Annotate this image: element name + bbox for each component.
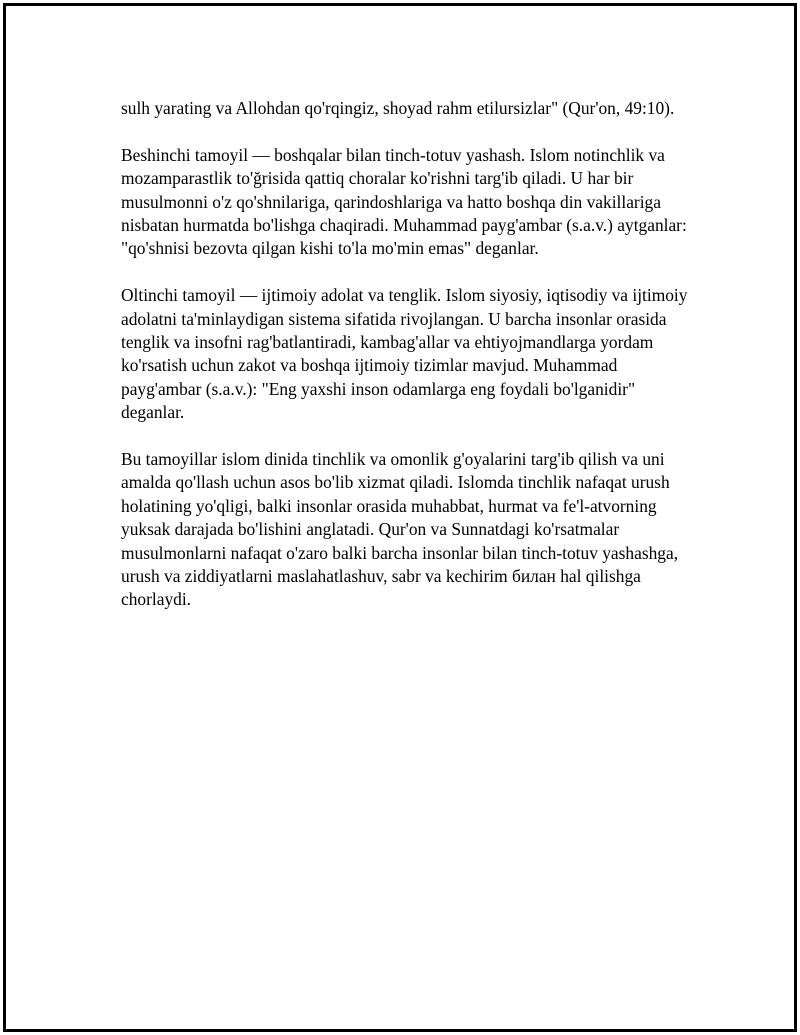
page-content xyxy=(121,97,696,635)
paragraph-1: sulh yarating va Allohdan qo'rqingiz, shoyad rahm etilursizlar" (Qur'on, 49:10). xyxy=(121,98,675,118)
paragraph-4: Bu tamoyillar islom dinida tinchlik va omonlik g'oyalarini targ'ib qilish va uni amalda qo'llash uchun asos bo'lib xizmat qiladi. Islomda tinchlik nafaqat urush holatining yo'qligi, balki insonlar orasida muhabbat, hurmat va fe'l-atvorning yuksak darajada bo'lishini anglatadi. Qur'on va Sunnatdagi ko'rsatmalar musulmonlarni nafaqat o'zaro balki barcha insonlar bilan tinch-totuv yashashga, urush va ziddiyatlarni maslahatlashuv, sabr va kechirim билан hal qilishga chorlaydi. xyxy=(121,449,679,610)
paragraph-2: Beshinchi tamoyil — boshqalar bilan tinch-totuv yashash. Islom notinchlik va mozamparastlik to'ğrisida qattiq choralar ko'rishni targ'ib qiladi. U har bir musulmonni o'z qo'shnilariga, qarindoshlariga va hatto boshqa din vakillariga nisbatan hurmatda bo'lishga chaqiradi. Muhammad payg'ambar (s.a.v.) aytganlar: "qo'shnisi bezovta qilgan kishi to'la mo'min emas" deganlar. xyxy=(121,144,687,259)
page-frame xyxy=(3,3,797,1032)
paragraph-3: Oltinchi tamoyil — ijtimoiy adolat va tenglik. Islom siyosiy, iqtisodiy va ijtimoiy adolatni ta'minlaydigan sistema sifatida rivojlangan. U barcha insonlar orasida tenglik va insofni rag'batlantiradi, kambag'allar va ehtiyojmandlarga yordam ko'rsatish uchun zakot va boshqa ijtimoiy tizimlar mavjud. Muhammad payg'ambar (s.a.v.): "Eng yaxshi inson odamlarga eng foydali bo'lganidir" deganlar. xyxy=(121,285,688,423)
